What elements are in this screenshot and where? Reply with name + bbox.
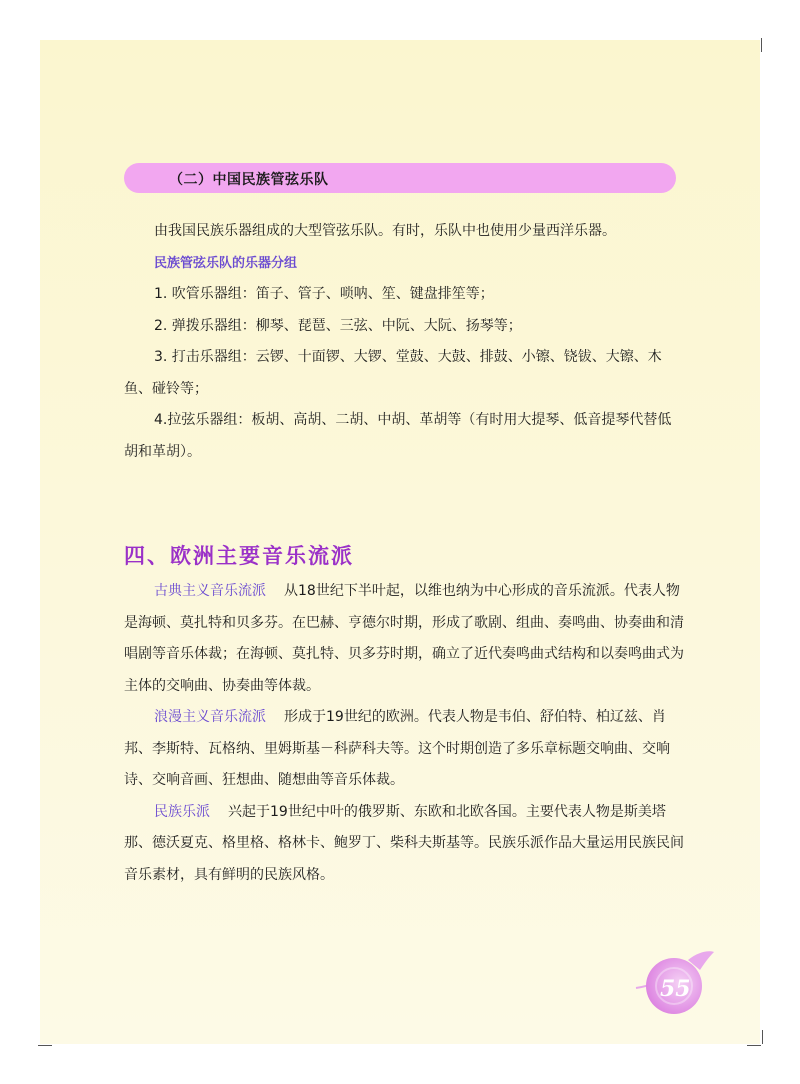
instrument-group-plucked: 2. 弹拨乐器组：柳琴、琵琶、三弦、中阮、大阮、扬琴等； [154,317,522,334]
school-classical [124,576,684,702]
crop-mark [747,1045,761,1046]
page-number: 55 [660,976,691,1002]
instrument-groups-subheading: 民族管弦乐队的乐器分组 [154,255,298,271]
european-schools-body [124,576,684,891]
crop-mark [762,1030,763,1044]
school-name: 浪漫主义音乐流派 [154,709,266,725]
crop-mark [761,38,762,52]
school-name: 古典主义音乐流派 [154,583,266,599]
school-description: 兴起于19世纪中叶的俄罗斯、东欧和北欧各国。主要代表人物是斯美塔那、德沃夏克、格里格、格林卡、鲍罗丁、柴科夫斯基等。民族乐派作品大量运用民族民间音乐素材，具有鲜明的民族风格。 [124,803,684,883]
orchestra-intro: 由我国民族乐器组成的大型管弦乐队。有时，乐队中也使用少量西洋乐器。 [154,223,616,239]
orchestra-section-body [124,216,684,468]
section-title: （二）中国民族管弦乐队 [169,172,329,188]
european-schools-heading: 四、欧洲主要音乐流派 [124,544,354,568]
school-description: 形成于19世纪的欧洲。代表人物是韦伯、舒伯特、柏辽兹、肖邦、李斯特、瓦格纳、里姆斯基－科萨科夫等。这个时期创造了多乐章标题交响曲、交响诗、交响音画、狂想曲、随想曲等音乐体裁。 [124,709,670,788]
school-romantic [124,702,684,797]
school-national [124,797,684,892]
school-name: 民族乐派 [154,803,210,820]
school-description: 从18世纪下半叶起，以维也纳为中心形成的音乐流派。代表人物是海顿、莫扎特和贝多芬。在巴赫、亨德尔时期，形成了歌剧、组曲、奏鸣曲、协奏曲和清唱剧等音乐体裁；在海顿、莫扎特、贝多芬时期，确立了近代奏鸣曲式结构和以奏鸣曲式为主体的交响曲、协奏曲等体裁。 [124,583,684,694]
instrument-group-wind: 1. 吹管乐器组：笛子、管子、唢呐、笙、键盘排笙等； [154,286,494,302]
crop-mark [38,1045,52,1046]
instrument-group-bowed: 4.拉弦乐器组：板胡、高胡、二胡、中胡、革胡等（有时用大提琴、低音提琴代替低胡和革胡）。 [124,412,672,460]
section-title-bar [124,163,676,193]
instrument-group-percussion: 3. 打击乐器组：云锣、十面锣、大锣、堂鼓、大鼓、排鼓、小镲、铙钹、大镲、木鱼、碰铃等； [124,349,662,397]
